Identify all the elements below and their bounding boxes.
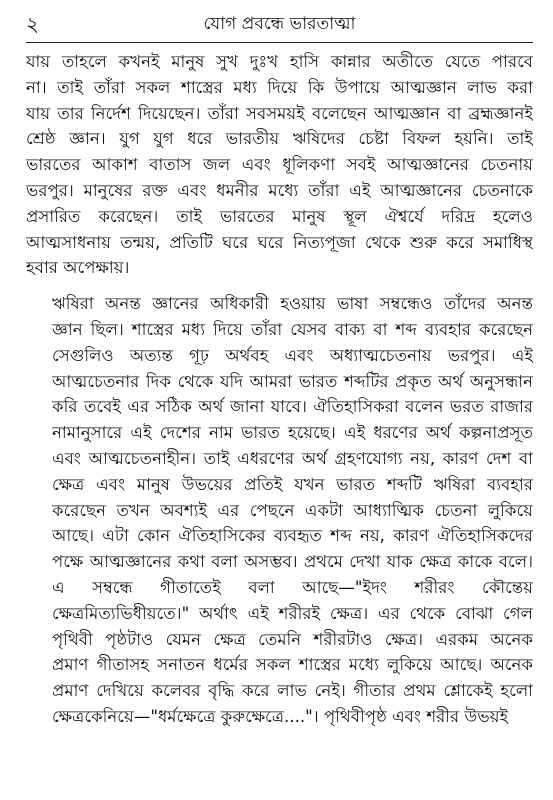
text-line: প্রমাণ দেখিয়ে কলেবর বৃদ্ধি করে লাভ নেই। গীতার প্রথম শ্লোকেই হলো xyxy=(52,681,533,701)
page-header xyxy=(26,10,533,43)
text-line: ঋষিরা অনন্ত জ্ঞানের অধিকারী হওয়ায় ভাষা সম্বন্ধেও তাঁদের অনন্ত xyxy=(52,294,533,314)
text-line: করি তবেই এর সঠিক অর্থ জানা যাবে। ঐতিহাসিকরা বলেন ভরত রাজার xyxy=(52,397,533,417)
text-line: এ সম্বন্ধে গীতাতেই বলা আছে—"ইদং শরীরং কৌন্তেয় xyxy=(52,577,533,597)
text-line: করেছেন তখন অবশ্যই এর পেছনে একটা আধ্যাত্মিক চেতনা লুকিয়ে xyxy=(52,500,533,520)
text-line: ক্ষেত্রকেনিয়ে—"ধর্মক্ষেত্রে কুরুক্ষেত্রে...."। পৃথিবীপৃষ্ঠ এবং শরীর উভয়ই xyxy=(52,706,509,726)
text-line: আত্মচেতনার দিক থেকে যদি আমরা ভারত শব্দটির প্রকৃত অর্থ অনুসন্ধান xyxy=(52,371,533,391)
text-line: ভরপুর। মানুষের রক্ত এবং ধমনীর মধ্যে তাঁরা এই আত্মজ্ঞানের চেতনাকে xyxy=(26,180,533,200)
text-line: প্রমাণ গীতাসহ সনাতন ধর্মের সকল শাস্ত্রের মধ্যে লুকিয়ে আছে। অনেক xyxy=(52,655,533,675)
text-line: আত্মসাধনায় তন্ময়, প্রতিটি ঘরে ঘরে নিত্যপূজা থেকে শুরু করে সমাধিস্থ xyxy=(26,232,533,252)
text-line: ক্ষেত্র এবং মানুষ উভয়ের প্রতিই যখন ভারত শব্দটি ঋষিরা ব্যবহার xyxy=(52,474,533,494)
text-line: যায় তার নির্দেশ দিয়েছেন। তাঁরা সবসময়ই বলেছেন আত্মজ্ঞান বা ব্রহ্মজ্ঞানই xyxy=(26,103,533,123)
text-line: আছে। এটা কোন ঐতিহাসিকের ব্যবহৃত শব্দ নয়, কারণ ঐতিহাসিকদের xyxy=(52,526,533,546)
text-line: পক্ষে আত্মজ্ঞানের কথা বলা অসম্ভব। প্রথমে দেখা যাক ক্ষেত্র কাকে বলে। xyxy=(52,552,533,572)
text-line: ভারতের আকাশ বাতাস জল এবং ধূলিকণা সবই আত্মজ্ঞানের চেতনায় xyxy=(26,155,533,175)
text-line: প্রসারিত করেছেন। তাই ভারতের মানুষ স্থূল ঐশ্বর্যে দরিদ্র হলেও xyxy=(26,206,533,226)
page-number: ২ xyxy=(26,12,40,36)
text-line: সেগুলিও অত্যন্ত গূঢ় অর্থবহ এবং অধ্যাত্মচেতনায় ভরপুর। এই xyxy=(52,345,533,365)
text-line: এবং আত্মচেতনাহীন। তাই এধরণের অর্থ গ্রহণযোগ্য নয়, কারণ দেশ বা xyxy=(52,448,533,468)
text-line: নামানুসারে এই দেশের নাম ভারত হয়েছে। এই ধরণের অর্থ কল্পনাপ্রসূত xyxy=(52,423,533,443)
running-title: যোগ প্রবন্ধে ভারতাত্মা xyxy=(203,14,356,34)
text-line: হবার অপেক্ষায়। xyxy=(26,258,130,278)
text-line: পৃথিবী পৃষ্ঠটাও যেমন ক্ষেত্র তেমনি শরীরটাও ক্ষেত্র। এরকম অনেক xyxy=(52,629,533,649)
text-line: যায় তাহলে কখনই মানুষ সুখ দুঃখ হাসি কান্নার অতীতে যেতে পারবে xyxy=(26,52,533,71)
text-line: না। তাই তাঁরা সকল শাস্ত্রের মধ্য দিয়ে কি উপায়ে আত্মজ্ঞান লাভ করা xyxy=(26,77,533,97)
paragraph-1 xyxy=(26,49,533,281)
text-line: জ্ঞান ছিল। শাস্ত্রের মধ্য দিয়ে তাঁরা যেসব বাক্য বা শব্দ ব্যবহার করেছেন xyxy=(52,319,533,339)
text-line: শ্রেষ্ঠ জ্ঞান। যুগ যুগ ধরে ভারতীয় ঋষিদের চেষ্টা বিফল হয়নি। তাই xyxy=(26,129,533,149)
text-line: ক্ষেত্রমিত্যভিধীয়তে।" অর্থাৎ এই শরীরই ক্ষেত্র। এর থেকে বোঝা গেল xyxy=(52,603,533,623)
paragraph-2 xyxy=(26,291,533,730)
